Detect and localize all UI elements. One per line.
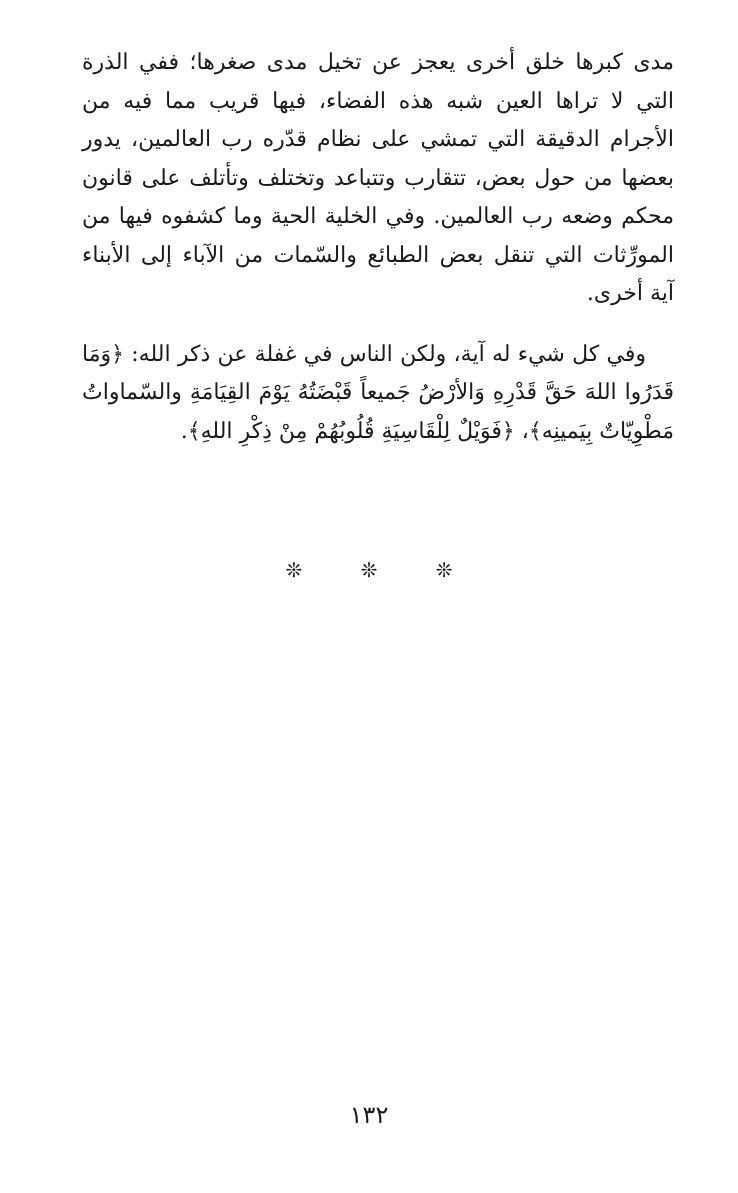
section-separator: ❊ ❊ ❊ bbox=[285, 558, 479, 582]
paragraph-1: مدى كبرها خلق أخرى يعجز عن تخيل مدى صغرها؛ ففي الذرة التي لا تراها العين شبه هذه الفضاء، فيها قريب مما فيه من الأجرام الدقيقة التي تمشي على نظام قدّره رب العالمين، يدور بعضها من حول بعض، تتقارب وتتباعد وتختلف وتأتلف على قانون محكم وضعه رب العالمين. وفي الخلية الحية وما كشفوه فيها من المورِّثات التي تنقل بعض الطبائع والسّمات من الآباء إلى الأبناء آية أخرى. bbox=[82, 50, 674, 306]
page-body bbox=[82, 44, 674, 451]
paragraph-2: وفي كل شيء له آية، ولكن الناس في غفلة عن ذكر الله: ﴿وَمَا قَدَرُوا اللهَ حَقَّ قَدْرِهِ وَالأرْضُ جَميعاً قَبْضَتُهُ يَوْمَ القِيَامَةِ والسّماواتُ مَطْوِيّاتٌ بِيَمينِه﴾، ﴿فَوَيْلٌ لِلْقَاسِيَةِ قُلُوبُهُمْ مِنْ ذِكْرِ اللهِ﴾. bbox=[82, 341, 674, 444]
page-number: ١٣٢ bbox=[349, 1101, 389, 1129]
